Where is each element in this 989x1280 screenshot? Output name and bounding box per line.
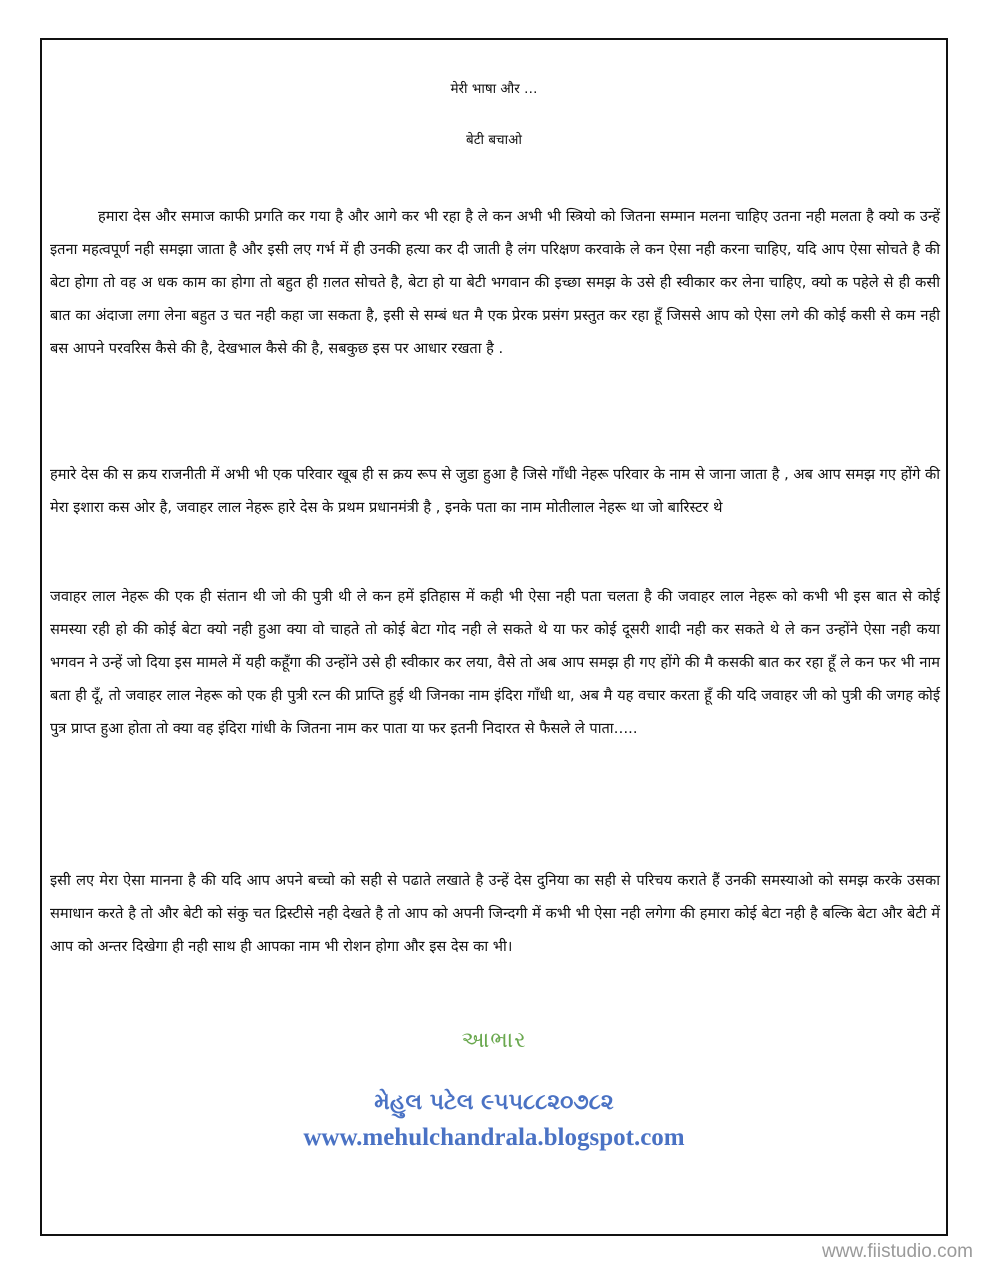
paragraph-1: हमारा देस और समाज काफी प्रगति कर गया है और आगे कर भी रहा है ले कन अभी भी स्त्रियो को जितना सम्मान मलना चाहिए उतना नही मलता है क्यो क उन्हें इतना महत्वपूर्ण नही समझा जाता है और इसी लए गर्भ में ही उनकी हत्या कर दी जाती है लंग परिक्षण करवाके ले कन ऐसा नही करना चाहिए, यदि आप ऐसा सोचते है की बेटा होगा तो वह अ धक काम का होगा तो बहुत ही ग़लत सोचते है, बेटा हो या बेटी भगवान की इच्छा समझ के उसे ही स्वीकार कर लेना चाहिए, क्यो क पहेले से ही कसी बात का अंदाजा लगा लेना बहुत उ चत नही कहा जा सकता है, इसी से सम्बं धत मै एक प्रेरक प्रसंग प्रस्तुत कर रहा हूँ जिससे आप को ऐसा लगे की कोई कसी से कम नही बस आपने परवरिस कैसे की है, देखभाल कैसे की है, सबकुछ इस पर आधार रखता है . bbox=[50, 208, 940, 357]
author-line: મેહુલ પટેલ ૯૫૫૮૮૨૦૭૮૨ bbox=[374, 1090, 614, 1115]
document-title-line-2: बेटी बचाओ bbox=[466, 132, 522, 148]
website-link[interactable]: www.mehulchandrala.blogspot.com bbox=[303, 1124, 685, 1151]
page-border bbox=[40, 38, 948, 1236]
thanks-heading: આભાર bbox=[461, 1028, 527, 1053]
paragraph-3: जवाहर लाल नेहरू की एक ही संतान थी जो की पुत्री थी ले कन हमें इतिहास में कही भी ऐसा नही पता चलता है की जवाहर लाल नेहरू को कभी भी इस बात से कोई समस्या रही हो की कोई बेटा क्यो नही हुआ क्या वो चाहते तो कोई बेटा गोद नही ले सकते थे या फर कोई दूसरी शादी नही कर सकते थे ले कन उन्होंने ऐसा नही कया भगवन ने उन्हें जो दिया इस मामले में यही कहूँगा की उन्होंने उसे ही स्वीकार कर लया, वैसे तो अब आप समझ ही गए होंगे की मै कसकी बात कर रहा हूँ ले कन फर भी नाम बता ही दूँ, तो जवाहर लाल नेहरू को एक ही पुत्री रत्न की प्राप्ति हुई थी जिनका नाम इंदिरा गाँधी था, अब मै यह वचार करता हूँ की यदि जवाहर जी को पुत्री की जगह कोई पुत्र प्राप्त हुआ होता तो क्या वह इंदिरा गांधी के जितना नाम कर पाता या फर इतनी निदारत से फैसले ले पाता….. bbox=[50, 588, 940, 737]
paragraph-2: हमारे देस की स क्रय राजनीती में अभी भी एक परिवार खूब ही स क्रय रूप से जुडा हुआ है जिसे गाँधी नेहरू परिवार के नाम से जाना जाता है , अब आप समझ गए होंगे की मेरा इशारा कस ओर है, जवाहर लाल नेहरू हारे देस के प्रथम प्रधानमंत्री है , इनके पता का नाम मोतीलाल नेहरू था जो बारिस्टर थे bbox=[50, 466, 940, 516]
paragraph-4: इसी लए मेरा ऐसा मानना है की यदि आप अपने बच्चो को सही से पढाते लखाते है उन्हें देस दुनिया का सही से परिचय कराते हैं उनकी समस्याओ को समझ करके उसका समाधान करते है तो और बेटी को संकु चत द्रिस्टीसे नही देखते है तो आप को अपनी जिन्दगी में कभी भी ऐसा नही लगेगा की हमारा कोई बेटा नही है बल्कि बेटा और बेटी में आप को अन्तर दिखेगा ही नही साथ ही आपका नाम भी रोशन होगा और इस देस का भी। bbox=[50, 872, 940, 955]
document-title-line-1: मेरी भाषा और … bbox=[450, 81, 538, 97]
watermark: www.fiistudio.com bbox=[822, 1241, 973, 1262]
